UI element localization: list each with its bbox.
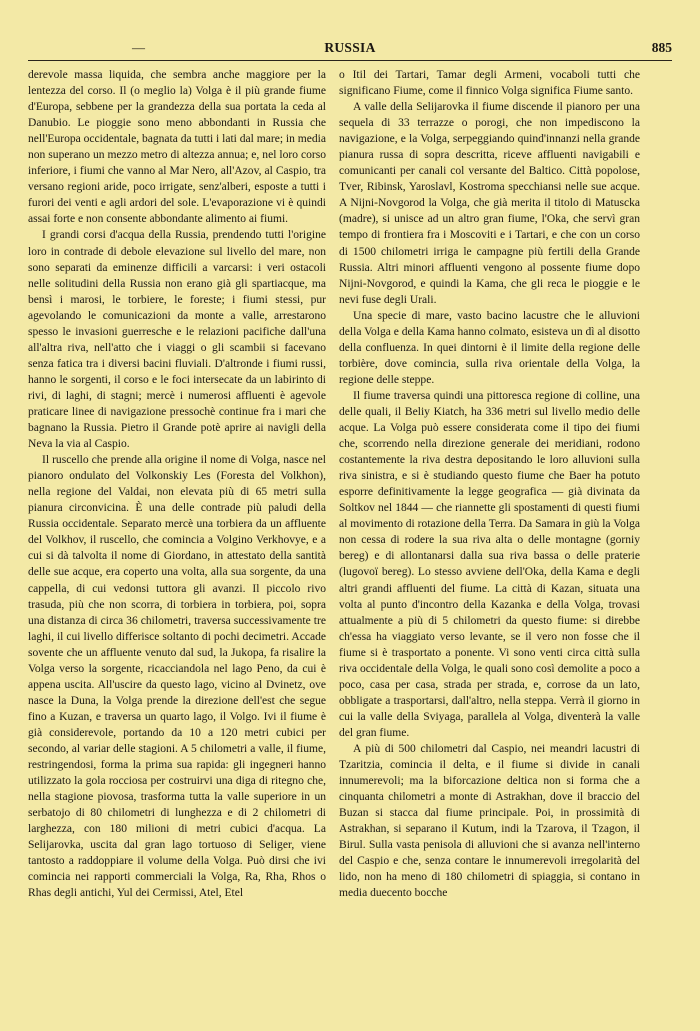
paragraph: Il fiume traversa quindi una pittoresca regione di colline, una delle quali, il Beliy Kiatch, ha 336 metri sul livello medio delle acque. La Volga può essere considerata come il tipo dei fiumi che, scorrendo nella direzione generale dei meridiani, rodono costantemente la riva destra depositando le loro alluvioni sulla riva sinistra, e si è studiando questo fiume che Baer ha potuto esporre definitivamente la legge geografica — già divinata da Soltkov nel 1844 — che riannette gli spostamenti di questi fiumi al movimento di rotazione della Terra. Da Samara in giù la Volga non cessa di rodere la sua riva alta o delle montagne (gorniy bereg) e di allontanarsi dalla sua riva bassa o delle praterie (lugovoï bereg). Lo stesso avviene dell'Oka, della Kama e degli altri grandi affluenti del fiume. La città di Kazan, situata una volta al punto d'incontro della Kazanka e della Volga, trovasi attualmente a più di 5 chilometri da questo fiume: si direbbe ch'essa ha viaggiato verso levante, se il vero non fosse che il fiume si è trasportato a ponente. Vi sono venti circa città sulla riva occidentale della Volga, le quali sono così demolite a poco a poco, casa per casa, strada per strada, e, corrose da un lato, obbligate a trasportarsi, dall'altro, nella steppa. Verrà il giorno in cui la valle della Sviyaga, parallela al Volga, diventerà la valle del gran fiume. — [339, 389, 640, 739]
paragraph: Il ruscello che prende alla origine il nome di Volga, nasce nel pianoro ondulato del Volkonskiy Les (Foresta del Volkhon), nella regione del Valdai, non elevata più di 65 metri sulla pianura circonvicina. È una delle contrade più paludi della Russia occidentale. Separato mercè una torbiera da un affluente del Volkhov, il ruscello, che comincia a Volgino Verkhovye, e a cui si dà talvolta il nome di Giordano, in attestato della santità delle sue acque, era coperto una volta, alla sua sorgente, da una cappella, di cui vedonsi tuttora gli avanzi. Il piccolo rivo trasuda, più che non scorra, di torbiera in torbiera, poi, sopra una distanza di circa 36 chilometri, traversa successivamente tre laghi, il cui livello differisce soltanto di pochi decimetri. Accade sovente che un affluente venuto dal sud, la Jukopa, fa risalire la Volga verso la sorgente, ricacciandola nel lago Peno, da cui è appena uscita. All'uscire da questo lago, vicino al Dvinetz, ove nasce la Duna, la Volga prende la direzione dell'est che segue fino a Kuzan, e traversa un quarto lago, il Volgo. Ivi il fiume è già considerevole, portando da 10 a 120 metri cubici per secondo, al variar delle stagioni. A 5 chilometri a valle, il fiume, restringendosi, forma la prima sua rapida: gli ingegneri hanno utilizzato la gola rocciosa per costruirvi una diga di ritegno che, nella stagione piovosa, trasforma tutta la valle superiore in un serbatojo di 80 chilometri di lunghezza e di 2 chilometri di larghezza, con 180 milioni di metri cubici d'acqua. La Selijarovka, uscita dal gran lago tortuoso di Seliger, viene tantosto a raddoppiare il volume della Volga. Può dirsi che ivi comincia nei rapporti commerciali la Volga, Ra, Rha, Rhos o Rhas degli antichi, Yul dei Cermissi, Atel, Etel — [28, 454, 326, 900]
paragraph: A più di 500 chilometri dal Caspio, nei meandri lacustri di Tzaritzia, comincia il delta, e il fiume si divide in canali innumerevoli; ma la biforcazione deltica non si forma che a cinquanta chilometri a monte di Astrakhan, dove il braccio del Buzan si stacca dal fiume principale. Poi, in prossimità di Astrakhan, si separano il Kutum, indi la Tzarova, il Tzagon, il Birul. Sulla vasta penisola di alluvioni che si avanza nell'interno del Caspio e che, senza contare le innumerevoli irregolarità del lido, non ha meno di 180 chilometri di spiaggia, si contano in media duecento bocche — [339, 742, 640, 900]
right-column — [339, 67, 640, 901]
paragraph: derevole massa liquida, che sembra anche maggiore per la lentezza del corso. Il (o meglio la) Volga è il più grande fiume d'Europa, sebbene per la grandezza della sua portata la ceda al Danubio. Le pioggie sono meno abbondanti in Russia che nell'Europa occidentale, bagnata da tutti i lati dal mare; in media non superano un mezzo metro di altezza annua; e, nel loro corso inferiore, i fiumi che vanno al Mar Nero, all'Azov, al Caspio, tra versano regioni aride, poco irrigate, senz'alberi, esposte a tutti i furori dei venti e agli ardori del sole. L'evaporazione vi è quindi assai forte e non consente abbondante alimento ai fiumi. — [28, 69, 327, 226]
header-dash: — — [132, 40, 145, 55]
left-column — [28, 67, 326, 901]
running-header — [28, 40, 672, 60]
page-title: RUSSIA — [324, 40, 376, 55]
header-rule — [28, 60, 672, 61]
paragraph: o Itil dei Tartari, Tamar degli Armeni, vocaboli tutti che significano Fiume, come il finnico Volga significa Fiume santo. — [339, 69, 640, 98]
paragraph: Una specie di mare, vasto bacino lacustre che le alluvioni della Volga e della Kama hanno colmato, esisteva un dì al disotto della confluenza. In quei dintorni è il limite della regione delle torbière, dove comincia, sulla riva orientale della Volga, la regione delle steppe. — [339, 309, 641, 386]
paragraph: I grandi corsi d'acqua della Russia, prendendo tutti l'origine loro in contrade di debole elevazione sul livello del mare, non sono separati da eminenze difficili a varcarsi: i veri ostacoli nelle solitudini della Russia non erano già gli spartiacque, ma bensì i marosi, le torbiere, le foreste; i fiumi stessi, pur agevolando le comunicazioni da monte a valle, arrestarono spesso le invasioni guerresche e le relazioni pacifiche dall'una all'altra riva, nell'atto che i viaggi o gli scambii si facevano senza fatica tra i diversi bacini fluviali. D'altronde i fiumi russi, hanno le sorgenti, il corso e le foci intersecate da un labirinto di rivi, di laghi, di stagni; mercè i numerosi affluenti è agevole praticare linee di navigazione pressochè continue fra i mari che bagnano la Russia. Pietro il Grande potè aprire ai navigli della Neva la via al Caspio. — [28, 229, 326, 451]
page-number: 885 — [651, 40, 672, 55]
paragraph: A valle della Selijarovka il fiume discende il pianoro per una sequela di 33 terrazze o porogi, che non impediscono la navigazione, e la Volga, serpeggiando quind'innanzi nella grande pianura russa di sopra descritta, riceve affluenti navigabili e comunicanti per canali col versante del Baltico. Città popolose, Tver, Ribinsk, Yaroslavl, Kostroma specchiansi nelle sue acque. A Nijni-Novgorod la Volga, che già merita il titolo di Matuscka (madre), si unisce ad un altro gran fiume, l'Oka, che servì gran tempo di frontiera fra i Moscoviti e i Tartari, e che con un corso di 1500 chilometri irriga le campagne più fertili della Grande Russia. Altri minori affluenti vengono al possente fiume dopo Nijni-Novgorod, e quindi la Kama, che gli reca le pioggie e le nevi fuse degli Urali. — [339, 101, 640, 306]
